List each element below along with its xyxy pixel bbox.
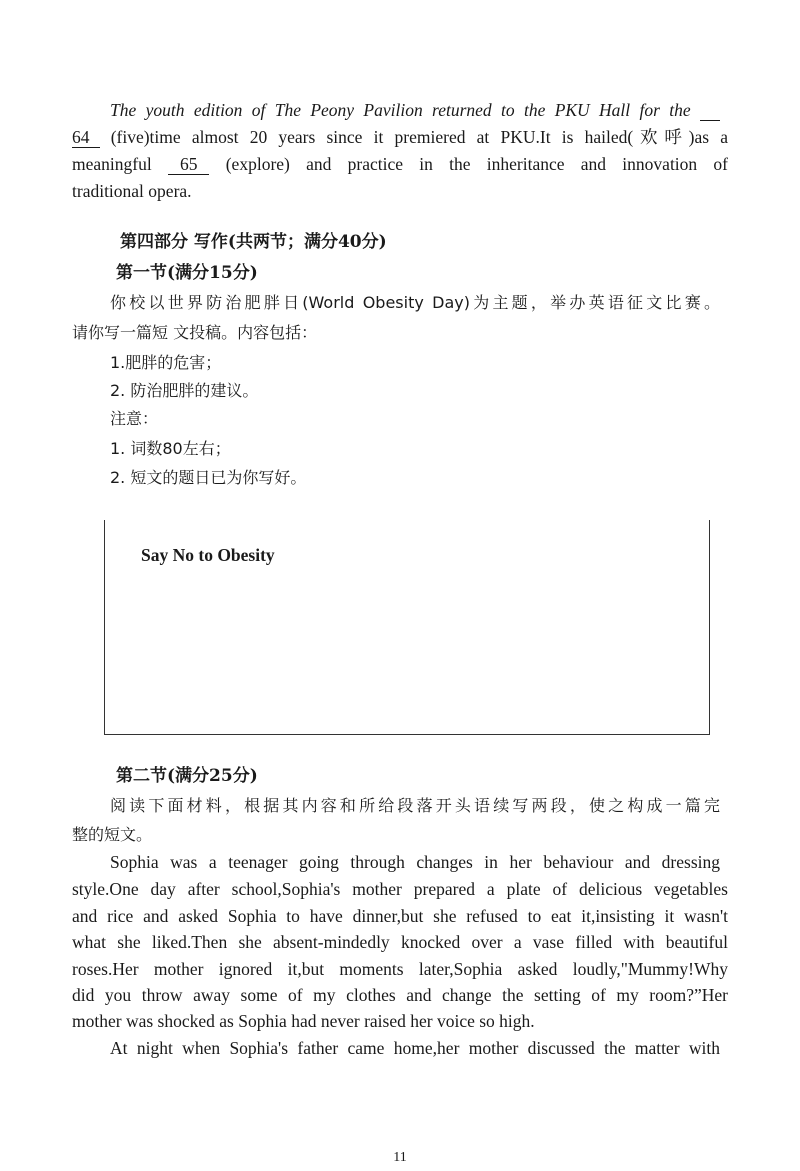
story-line: and rice and asked Sophia to have dinner,but she refused to eat it,insisting it wasn't <box>72 906 728 926</box>
page-number: 11 <box>393 1150 407 1165</box>
content-point-1: 1.肥胖的危害； <box>110 353 222 372</box>
content-point-2: 2. 防治肥胖的建议。 <box>110 381 259 400</box>
section-2-prompt-line-2: 整的短文。 <box>72 825 153 844</box>
story-line: what she liked.Then she absent-mindedly knocked over a vase filled with beautiful <box>72 932 728 952</box>
story-line: At night when Sophia's father came home,her mother discussed the matter with <box>110 1038 720 1058</box>
cloze-line-2 <box>72 124 728 150</box>
cloze-line-3 <box>72 151 728 177</box>
story-line: roses.Her mother ignored it,but moments later,Sophia asked loudly,"Mummy!Why <box>72 959 728 979</box>
section-1-title: 第一节(满分15分) <box>116 263 258 283</box>
cloze-line-4: traditional opera. <box>72 181 192 201</box>
story-line: style.One day after school,Sophia's mother prepared a plate of delicious vegetables <box>72 879 728 899</box>
story-line: mother was shocked as Sophia had never raised her voice so high. <box>72 1011 535 1031</box>
cloze-line-3-before: meaningful <box>72 154 152 174</box>
section-1-prompt-line-1: 你校以世界防治肥胖日(World Obesity Day)为主题，举办英语征文比赛。 <box>110 293 720 312</box>
note-2: 2. 短文的题日已为你写好。 <box>110 468 307 487</box>
story-line: Sophia was a teenager going through changes in her behaviour and dressing <box>110 852 720 872</box>
cloze-line-3-after: (explore) and practice in the inheritance and innovation of <box>225 154 729 174</box>
section-2-title: 第二节(满分25分) <box>116 766 258 786</box>
cloze-blank-64-start <box>700 100 720 121</box>
cloze-blank-64: 64 <box>72 127 100 148</box>
essay-answer-box[interactable] <box>104 520 710 735</box>
writing-part-title: 第四部分 写作(共两节；满分40分) <box>120 232 387 252</box>
cloze-line-2-text: (five)time almost 20 years since it premiered at PKU.It is hailed(欢呼)as a <box>110 127 728 147</box>
story-line: did you throw away some of my clothes and change the setting of my room?”Her <box>72 985 728 1005</box>
cloze-line-1-text: The youth edition of The Peony Pavilion returned to the PKU Hall for the <box>110 100 691 120</box>
essay-title: Say No to Obesity <box>141 545 275 565</box>
section-2-prompt-line-1: 阅读下面材料，根据其内容和所给段落开头语续写两段，使之构成一篇完 <box>110 796 720 815</box>
notes-label: 注意： <box>110 409 159 428</box>
cloze-line-1 <box>110 97 720 123</box>
cloze-blank-65: 65 <box>168 154 210 175</box>
note-1: 1. 词数80左右； <box>110 439 231 458</box>
section-1-prompt-line-2: 请你写一篇短 文投稿。内容包括： <box>72 323 318 342</box>
